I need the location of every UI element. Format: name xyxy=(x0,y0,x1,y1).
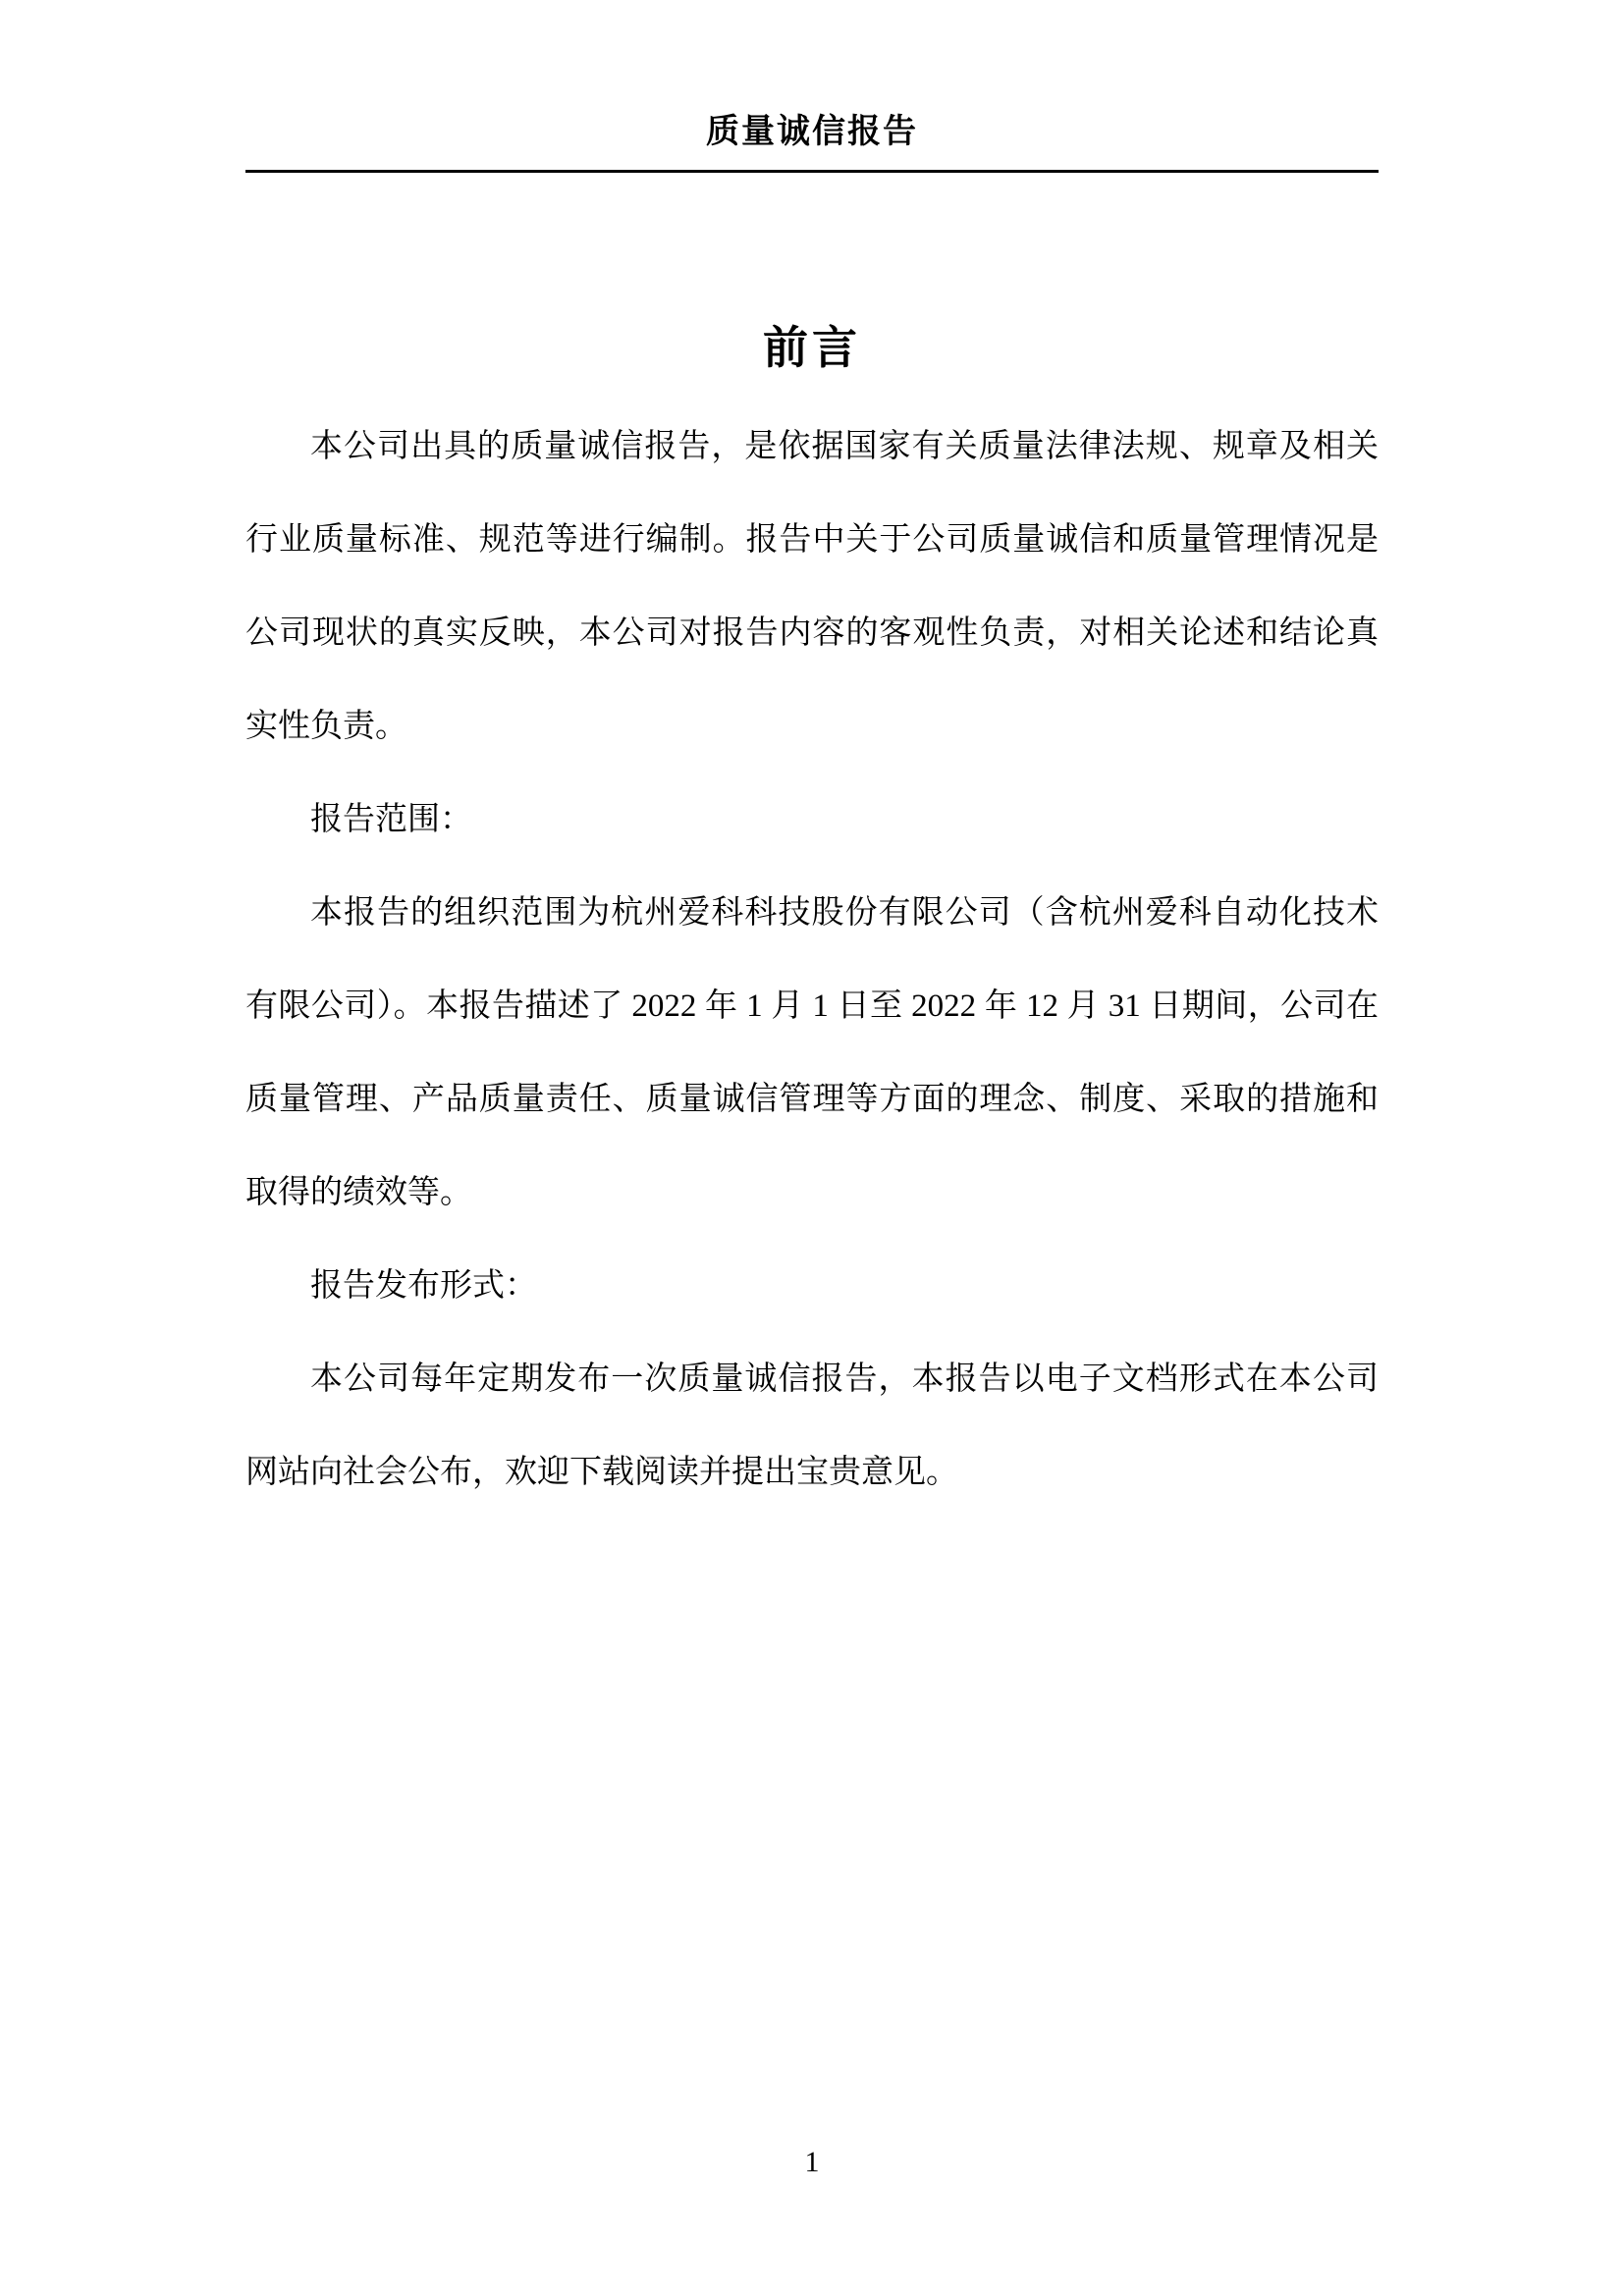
page-header-title: 质量诚信报告 xyxy=(245,0,1379,173)
para-report-scope-body: 本报告的组织范围为杭州爱科科技股份有限公司（含杭州爱科自动化技术有限公司）。本报告描述了 2022 年 1 月 1 日至 2022 年 12 月 31 日期间，公司在质量管理、产品质量责任、质量诚信管理等方面的理念、制度、采取的措施和取得的绩效等。 xyxy=(245,895,1379,1210)
document-body xyxy=(245,400,1379,1520)
section-title-preface: 前言 xyxy=(763,323,861,373)
para-report-scope-label: 报告范围： xyxy=(310,802,472,837)
page-number: 1 xyxy=(804,2146,820,2178)
para-release-form-label: 报告发布形式： xyxy=(310,1268,537,1304)
para-release-form-body: 本公司每年定期发布一次质量诚信报告，本报告以电子文档形式在本公司网站向社会公布，欢迎下载阅读并提出宝贵意见。 xyxy=(245,1362,1379,1490)
para-preface-intro: 本公司出具的质量诚信报告，是依据国家有关质量法律法规、规章及相关行业质量标准、规范等进行编制。报告中关于公司质量诚信和质量管理情况是公司现状的真实反映，本公司对报告内容的客观性负责，对相关论述和结论真实性负责。 xyxy=(245,429,1379,744)
